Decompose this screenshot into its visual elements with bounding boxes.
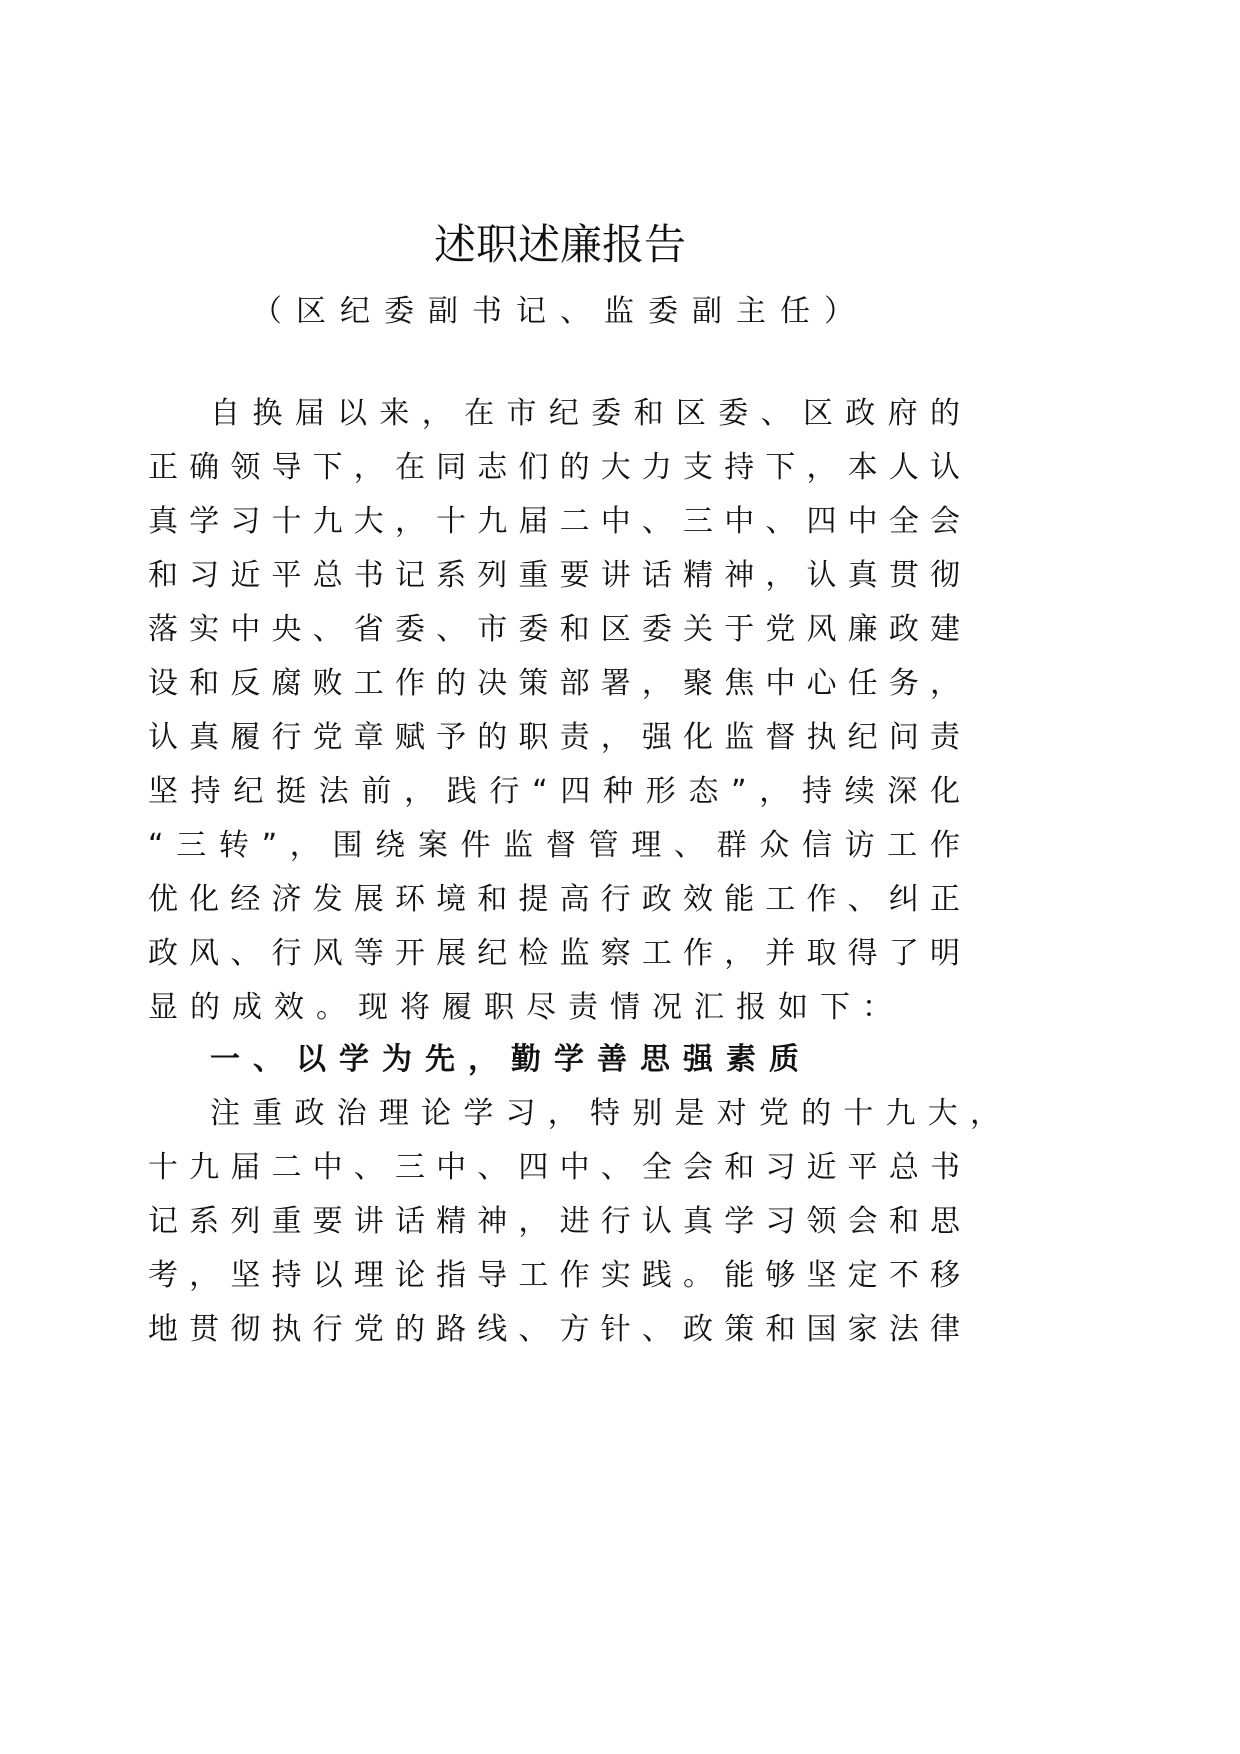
paragraph-line: 正确领导下，在同志们的大力支持下，本人认 [148, 450, 960, 485]
paragraph-line: 地贯彻执行党的路线、方针、政策和国家法律 [148, 1312, 960, 1347]
paragraph-line: 十九届二中、三中、四中、全会和习近平总书 [148, 1150, 960, 1185]
paragraph-line: 政风、行风等开展纪检监察工作，并取得了明 [148, 936, 960, 971]
paragraph-line: 显的成效。现将履职尽责情况汇报如下： [148, 990, 904, 1025]
section-heading: 一、以学为先，勤学善思强素质 [210, 1042, 812, 1077]
paragraph-line: 落实中央、省委、市委和区委关于党风廉政建 [148, 612, 960, 647]
paragraph-line: 记系列重要讲话精神，进行认真学习领会和思 [148, 1204, 960, 1239]
paragraph-line: 设和反腐败工作的决策部署，聚焦中心任务， [148, 666, 960, 701]
paragraph-line: 和习近平总书记系列重要讲话精神，认真贯彻 [148, 558, 960, 593]
paragraph-line: 自换届以来，在市纪委和区委、区政府的 [210, 396, 960, 431]
paragraph-line: “三转”，围绕案件监督管理、群众信访工作 [148, 828, 960, 863]
paragraph-line: 坚持纪挺法前，践行“四种形态”，持续深化 [148, 774, 960, 809]
paragraph-line: 考，坚持以理论指导工作实践。能够坚定不移 [148, 1258, 960, 1293]
paragraph-line: 注重政治理论学习，特别是对党的十九大， [210, 1096, 1000, 1131]
paragraph-line: 优化经济发展环境和提高行政效能工作、纠正 [148, 882, 960, 917]
paragraph-line: 认真履行党章赋予的职责，强化监督执纪问责 [148, 720, 960, 755]
document-title: 述职述廉报告 [433, 220, 686, 269]
document-subtitle: （区纪委副书记、监委副主任） [252, 294, 868, 329]
paragraph-line: 真学习十九大，十九届二中、三中、四中全会 [148, 504, 960, 539]
